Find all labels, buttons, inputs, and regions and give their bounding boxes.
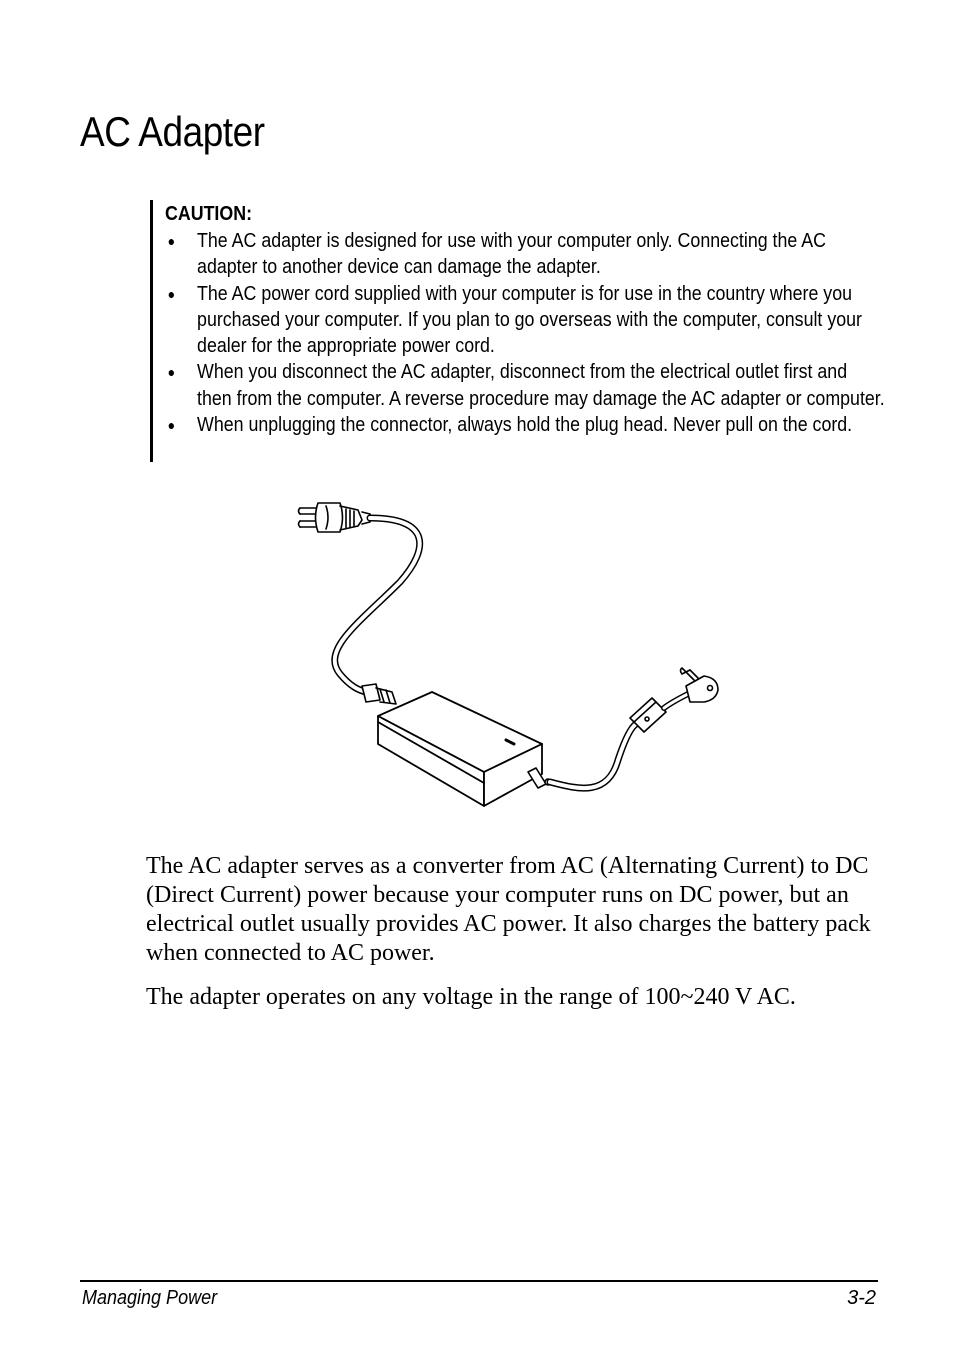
caution-box (150, 200, 893, 462)
caution-item-text: The AC adapter is designed for use with your computer only. Connecting the AC adapter to another device can damage the adapter. (197, 230, 827, 279)
body-text (146, 852, 876, 1027)
cord-connector-icon (362, 684, 396, 704)
caution-item (165, 281, 886, 360)
caution-item-text: When you disconnect the AC adapter, disconnect from the electrical outlet first and then from the computer. A reverse procedure may damage the AC adapter or computer. (197, 361, 885, 410)
bullet-icon: ● (167, 233, 176, 249)
page-title: AC Adapter (80, 108, 265, 155)
footer-section-title: Managing Power (82, 1287, 218, 1309)
body-paragraph: The adapter operates on any voltage in the range of 100~240 V AC. (146, 984, 796, 1010)
dc-cord (550, 724, 636, 788)
caution-item (165, 359, 886, 412)
footer-divider (80, 1280, 878, 1282)
caution-item-text: The AC power cord supplied with your computer is for use in the country where you purchased your computer. If you plan to go overseas with the computer, consult your dealer for the appropriate power cord. (197, 282, 862, 358)
bullet-icon: ● (167, 285, 176, 302)
page-number: 3-2 (847, 1287, 876, 1309)
caution-item (165, 228, 886, 281)
caution-list (165, 228, 886, 438)
adapter-brick-icon (378, 692, 542, 806)
ac-adapter-illustration (290, 488, 730, 818)
caution-heading: CAUTION: (165, 203, 253, 225)
bullet-icon: ● (167, 417, 176, 434)
caution-item-text: When unplugging the connector, always hold the plug head. Never pull on the cord. (197, 414, 853, 437)
bullet-icon: ● (167, 364, 176, 381)
body-paragraph: The AC adapter serves as a converter from AC (Alternating Current) to DC (Direct Current) power because your computer runs on DC power, but an electrical outlet usually provides AC power. It also charges the battery pack when connected to AC power. (146, 853, 871, 966)
wall-plug-icon (299, 503, 371, 532)
caution-item (165, 412, 886, 438)
